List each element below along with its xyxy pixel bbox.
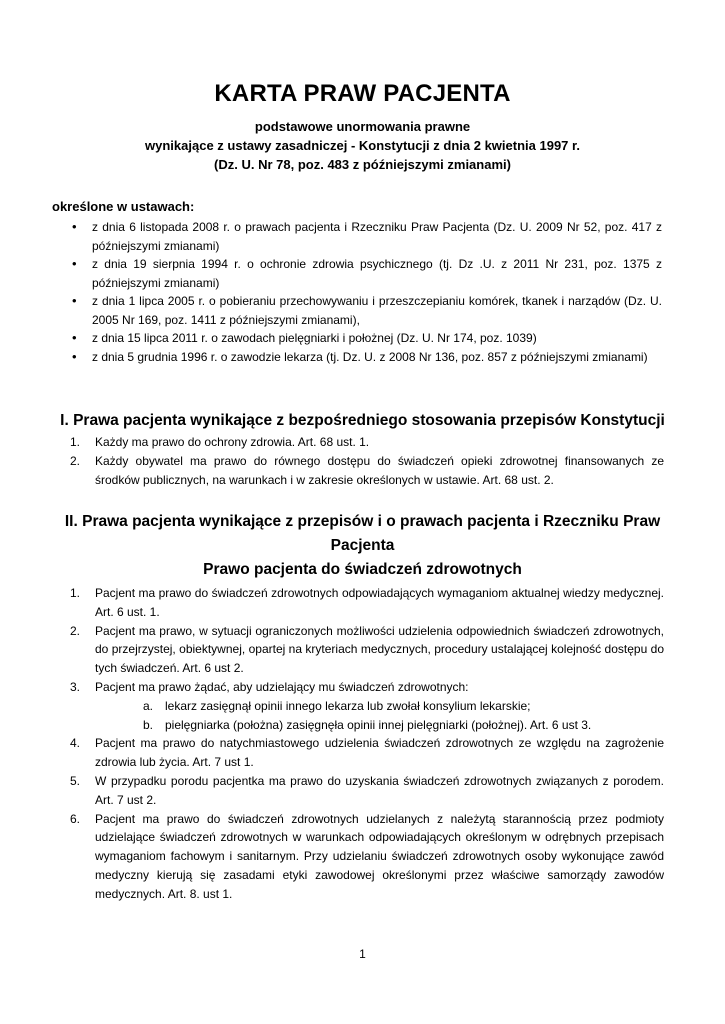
sub-item-letter: b. xyxy=(143,717,154,732)
section-2-subheading: Prawo pacjenta do świadczeń zdrowotnych xyxy=(203,561,522,578)
laws-list xyxy=(72,218,662,366)
list-item xyxy=(70,622,664,678)
item-number: 5. xyxy=(70,773,81,788)
list-item xyxy=(70,734,664,772)
page-number: 1 xyxy=(359,947,366,961)
item-text: Każdy obywatel ma prawo do równego dostępu do świadczeń opieki zdrowotnej finansowanych ze środków publicznych, na warunkach i w zakresie określonych w ustawie. Art. 68 ust. 2. xyxy=(95,453,664,487)
laws-intro: określone w ustawach: xyxy=(52,199,195,214)
item-text: Pacjent ma prawo żądać, aby udzielający mu świadczeń zdrowotnych: xyxy=(95,679,469,694)
law-item: • z dnia 19 sierpnia 1994 r. o ochronie zdrowia psychicznego (tj. Dz .U. z 2011 Nr 231, poz. 1375 z późniejszymi zmianami) xyxy=(72,255,662,292)
sub-list-item xyxy=(143,697,664,716)
law-item: • z dnia 15 lipca 2011 r. o zawodach pielęgniarki i położnej (Dz. U. Nr 174, poz. 1039) xyxy=(72,329,662,348)
item-number: 3. xyxy=(70,679,81,694)
sub-item-letter: a. xyxy=(143,698,154,713)
subtitle-line: (Dz. U. Nr 78, poz. 483 z późniejszymi zmianami) xyxy=(214,157,511,172)
list-item xyxy=(70,584,664,622)
law-item: • z dnia 6 listopada 2008 r. o prawach pacjenta i Rzeczniku Praw Pacjenta (Dz. U. 2009 Nr 52, poz. 417 z późniejszymi zmianami) xyxy=(72,218,662,255)
sub-item-text: pielęgniarka (położna) zasięgnęła opinii innej pielęgniarki (położnej). Art. 6 ust 3. xyxy=(165,717,592,732)
subtitle-line: podstawowe unormowania prawne xyxy=(254,119,471,134)
section-1-list xyxy=(70,433,664,489)
item-number: 1. xyxy=(70,435,81,449)
list-item xyxy=(70,433,664,452)
item-text: Każdy ma prawo do ochrony zdrowia. Art. 68 ust. 1. xyxy=(95,435,370,449)
list-item xyxy=(70,452,664,490)
subtitle-line: wynikające z ustawy zasadniczej - Konstytucji z dnia 2 kwietnia 1997 r. xyxy=(145,138,580,153)
list-item xyxy=(70,678,664,734)
item-text: Pacjent ma prawo do natychmiastowego udzielenia świadczeń zdrowotnych ze względu na zagrożenie zdrowia lub życia. Art. 7 ust 1. xyxy=(95,736,664,770)
item-text: W przypadku porodu pacjentka ma prawo do uzyskania świadczeń zdrowotnych związanych z porodem. Art. 7 ust 2. xyxy=(95,773,664,807)
section-2-heading: II. Prawa pacjenta wynikające z przepisów i o prawach pacjenta i Rzeczniku Praw xyxy=(64,513,661,530)
sub-list-item xyxy=(143,716,664,735)
sub-list xyxy=(95,697,664,735)
item-text: Pacjent ma prawo, w sytuacji ograniczonych możliwości udzielenia odpowiednich świadczeń zdrowotnych, do przejrzystej, obiektywnej, opartej na kryteriach medycznych, procedury ustalającej kolejność dostępu do tych świadczeń. Art. 6 ust 2. xyxy=(95,623,664,676)
document-title: KARTA PRAW PACJENTA xyxy=(214,80,511,107)
section-1-heading: I. Prawa pacjenta wynikające z bezpośredniego stosowania przepisów Konstytucji xyxy=(60,412,665,429)
item-text: Pacjent ma prawo do świadczeń zdrowotnych odpowiadających wymaganiom aktualnej wiedzy medycznej. Art. 6 ust. 1. xyxy=(95,586,664,619)
list-item xyxy=(70,810,664,904)
law-item: • z dnia 1 lipca 2005 r. o pobieraniu przechowywaniu i przeszczepianiu komórek, tkanek i narządów (Dz. U. 2005 Nr 169, poz. 1411 z późniejszymi zmianami), xyxy=(72,292,662,329)
item-text: Pacjent ma prawo do świadczeń zdrowotnych udzielanych z należytą starannością przez podmioty udzielające świadczeń zdrowotnych w warunkach odpowiadających określonym w odrębnych przepisach wymaganiom fachowym i sanitarnym. Przy udzielaniu świadczeń zdrowotnych osoby wykonujące zawód medyczny kierują się zasadami etyki zawodowej określonymi przez właściwe samorządy zawodów medycznych. Art. 8. ust 1. xyxy=(95,811,664,901)
item-number: 4. xyxy=(70,736,81,751)
sub-item-text: lekarz zasięgnął opinii innego lekarza lub zwołał konsylium lekarskie; xyxy=(165,698,531,713)
item-number: 6. xyxy=(70,811,81,826)
item-number: 2. xyxy=(70,453,81,468)
section-2-list xyxy=(70,584,664,904)
law-item: • z dnia 5 grudnia 1996 r. o zawodzie lekarza (tj. Dz. U. z 2008 Nr 136, poz. 857 z późniejszymi zmianami) xyxy=(72,348,662,367)
item-number: 1. xyxy=(70,586,81,600)
section-2-heading-continued: Pacjenta xyxy=(330,537,395,554)
list-item xyxy=(70,772,664,810)
item-number: 2. xyxy=(70,623,81,638)
